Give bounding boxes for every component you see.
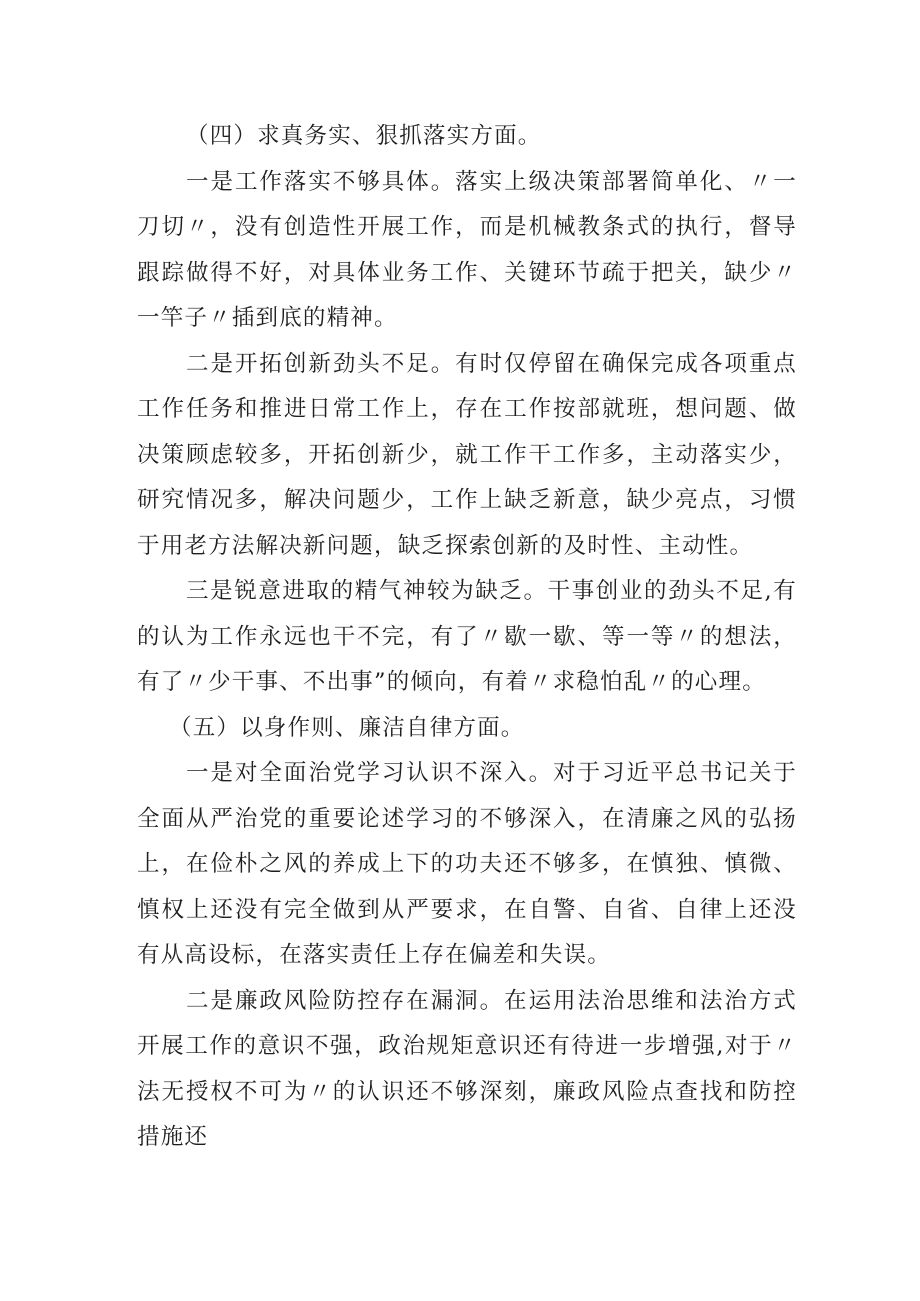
section-heading-5: （五）以身作则、廉洁自律方面。 [169, 714, 525, 741]
document-body [137, 114, 797, 1161]
paragraph-enterprising-spirit: 三是锐意进取的精气神较为缺乏。干事创业的劲头不足,有的认为工作永远也干不完，有了〃歇一歇、等一等〃的想法，有了〃少干事、不出事”的倾向，有着〃求稳怕乱〃的心理。 [137, 578, 797, 695]
section-heading-4: （四）求真务实、狠抓落实方面。 [186, 123, 542, 149]
paragraph-innovation: 二是开拓创新劲头不足。有时仅停留在确保完成各项重点工作任务和推进日常工作上，存在工作按部就班，想问题、做决策顾虑较多，开拓创新少，就工作干工作多，主动落实少，研究情况多，解决问题少，工作上缺乏新意，缺少亮点，习惯于用老方法解决新问题，缺乏探索创新的及时性、主动性。 [137, 350, 797, 559]
paragraph-risk-control: 二是廉政风险防控存在漏洞。在运用法治思维和法治方式开展工作的意识不强，政治规矩意识还有待进一步增强,对于〃法无授权不可为〃的认识还不够深刻，廉政风险点查找和防控措施还 [137, 987, 797, 1150]
paragraph-work-implementation: 一是工作落实不够具体。落实上级决策部署简单化、〃一刀切〃，没有创造性开展工作，而是机械教条式的执行，督导跟踪做得不好，对具体业务工作、关键环节疏于把关，缺少〃一竿子〃插到底的精神。 [137, 168, 797, 331]
paragraph-party-study: 一是对全面治党学习认识不深入。对于习近平总书记关于全面从严治党的重要论述学习的不够深入，在清廉之风的弘扬上，在俭朴之风的养成上下的功夫还不够多，在慎独、慎微、慎权上还没有完全做到从严要求，在自警、自省、自律上还没有从高设标，在落实责任上存在偏差和失误。 [137, 760, 797, 968]
